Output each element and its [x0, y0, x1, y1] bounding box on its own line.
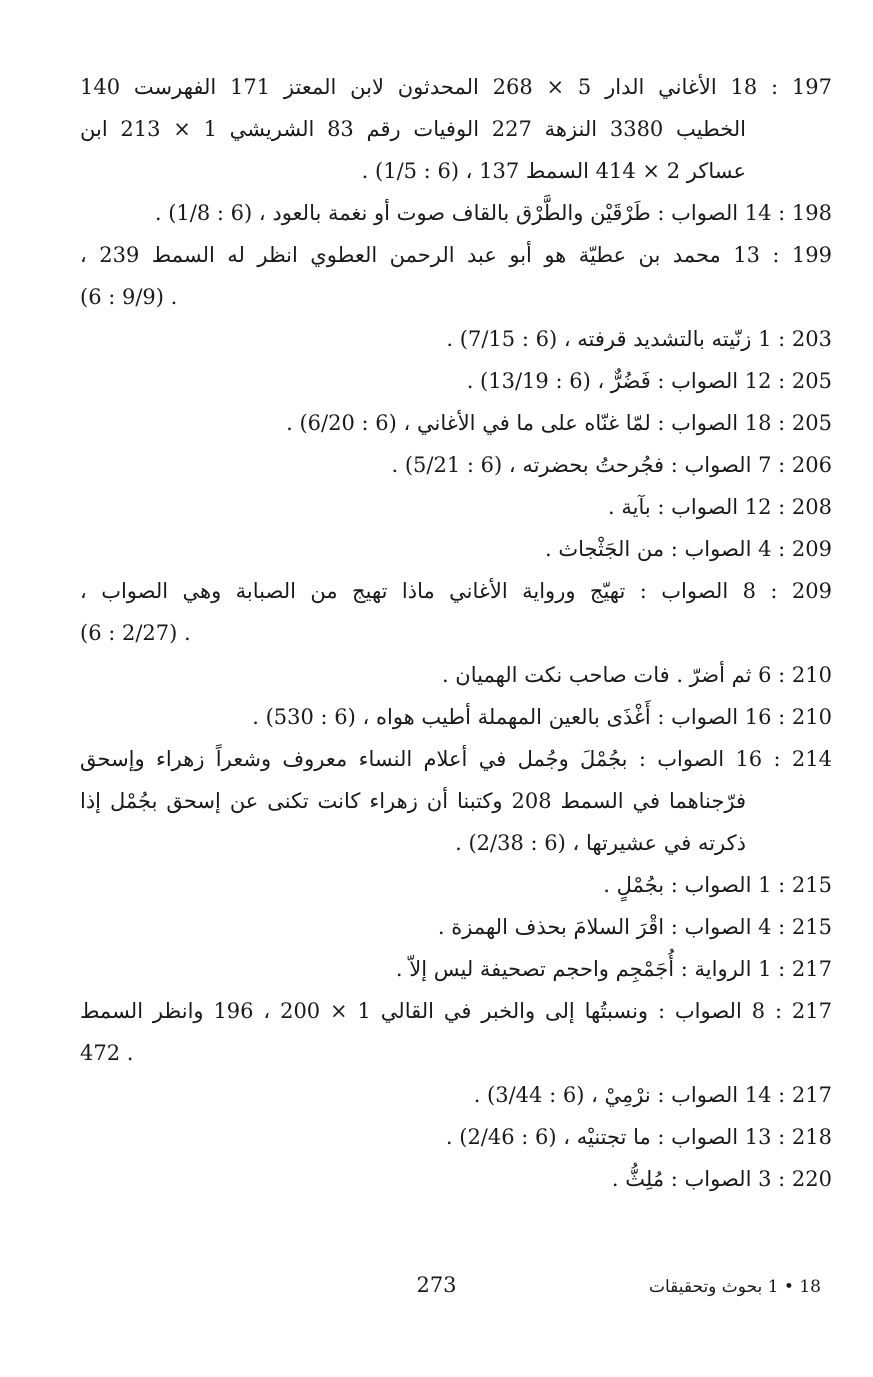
entry-line: 205 : 18 الصواب : لمّا غنّاه على ما في الأغاني ، (6 : 6/20) .	[286, 411, 832, 435]
entry-continuation-line: الخطيب 3380 النزهة 227 الوفيات رقم 83 الشريشي 1 × 213 ابن	[80, 117, 747, 141]
correction-entry	[80, 66, 832, 192]
entry-continuation-line: عساكر 2 × 414 السمط 137 ، (6 : 1/5) .	[361, 159, 746, 183]
entry-line: 203 : 1 زنّيته بالتشديد قرفته ، (6 : 7/15) .	[446, 327, 832, 351]
entry-line: 215 : 4 الصواب : اقْرَ السلامَ بحذف الهمزة .	[437, 915, 832, 939]
correction-entry	[80, 192, 832, 234]
entry-line: 210 : 6 ثم أضرّ . فات صاحب نكت الهميان .	[441, 663, 832, 687]
correction-entry	[80, 990, 832, 1074]
entry-line: 210 : 16 الصواب : أَغْذَى بالعين المهملة أطيب هواه ، (6 : 530) .	[252, 705, 832, 729]
correction-entry	[80, 318, 832, 360]
correction-entry	[80, 864, 832, 906]
entry-continuation-line: (6 : 9/9) .	[80, 285, 178, 309]
running-head: 18 • 1 بحوث وتحقيقات	[648, 1277, 821, 1297]
correction-entry	[80, 402, 832, 444]
entry-continuation-line: فرّجناهما في السمط 208 وكتبنا أن زهراء كانت تكنى عن إسحق بجُمْل إذا	[80, 789, 746, 813]
corrections-list	[80, 66, 832, 1200]
correction-entry	[80, 1158, 832, 1200]
entry-line: 209 : 4 الصواب : من الجَثْجاث .	[544, 537, 832, 561]
correction-entry	[80, 1074, 832, 1116]
entry-line: 215 : 1 الصواب : بجُمْلٍ .	[603, 873, 832, 897]
entry-line: 220 : 3 الصواب : مُلِثُّ .	[611, 1167, 832, 1191]
correction-entry	[80, 444, 832, 486]
entry-line: 209 : 8 الصواب : تهيّج ورواية الأغاني ماذا تهيج من الصبابة وهي الصواب ،	[80, 579, 832, 603]
page-number: 273	[416, 1273, 457, 1297]
correction-entry	[80, 696, 832, 738]
correction-entry	[80, 1116, 832, 1158]
entry-line: 198 : 14 الصواب : طَرْقَيْن والطَّرْق بالقاف صوت أو نغمة بالعود ، (6 : 1/8) .	[154, 201, 832, 225]
entry-line: 217 : 14 الصواب : نرْمِيْ ، (6 : 3/44) .	[473, 1083, 832, 1107]
correction-entry	[80, 654, 832, 696]
correction-entry	[80, 528, 832, 570]
entry-line: 197 : 18 الأغاني الدار 5 × 268 المحدثون لابن المعتز 171 الفهرست 140	[80, 75, 832, 99]
entry-line: 199 : 13 محمد بن عطيّة هو أبو عبد الرحمن العطوي انظر له السمط 239 ،	[80, 243, 832, 267]
entry-line: 218 : 13 الصواب : ما تجتنيْه ، (6 : 2/46) .	[445, 1125, 832, 1149]
entry-line: 206 : 7 الصواب : فجُرحتُ بحضرته ، (6 : 5/21) .	[391, 453, 832, 477]
correction-entry	[80, 738, 832, 864]
correction-entry	[80, 948, 832, 990]
correction-entry	[80, 486, 832, 528]
correction-entry	[80, 570, 832, 654]
correction-entry	[80, 360, 832, 402]
correction-entry	[80, 906, 832, 948]
entry-line: 217 : 8 الصواب : ونسبتُها إلى والخبر في القالي 1 × 200 ، 196 وانظر السمط	[80, 999, 832, 1023]
correction-entry	[80, 234, 832, 318]
entry-line: 214 : 16 الصواب : بجُمْلَ وجُمل في أعلام النساء معروف وشعراً زهراء وإسحق	[80, 747, 832, 771]
entry-continuation-line: ذكرته في عشيرتها ، (6 : 2/38) .	[455, 831, 746, 855]
entry-line: 205 : 12 الصواب : فَضُرٌّ ، (6 : 13/19) .	[466, 369, 832, 393]
entry-line: 217 : 1 الرواية : أُجَمْجِم واحجم تصحيفة ليس إلاّ .	[395, 957, 832, 981]
entry-continuation-line: 472 .	[80, 1041, 134, 1065]
entry-line: 208 : 12 الصواب : بآية .	[608, 495, 832, 519]
entry-continuation-line: (6 : 2/27) .	[80, 621, 191, 645]
page-footer	[0, 1273, 873, 1307]
